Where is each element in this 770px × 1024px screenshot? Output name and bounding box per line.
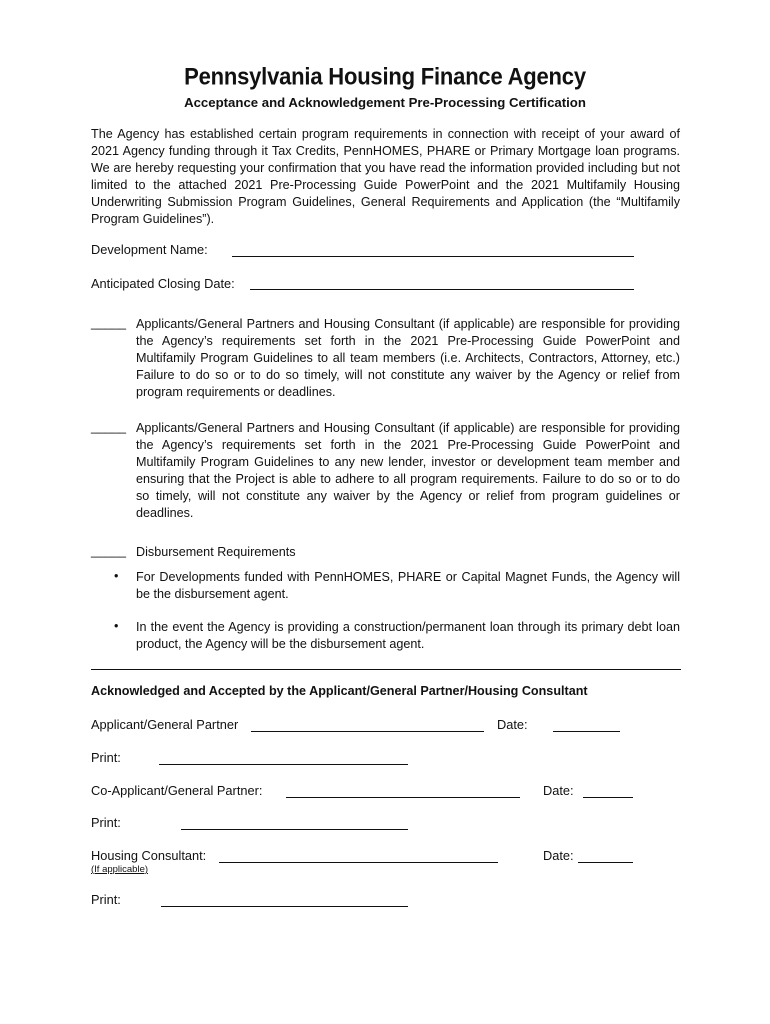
disbursement-heading: Disbursement Requirements [136, 545, 296, 559]
co-applicant-label: Co-Applicant/General Partner: [91, 783, 263, 798]
initial-blank-1[interactable]: _____ [91, 316, 127, 330]
print-name-field-3[interactable] [161, 906, 408, 907]
initial-blank-3[interactable]: _____ [91, 544, 127, 558]
requirement-item-1: Applicants/General Partners and Housing Consultant (if applicable) are responsible for providing the Agency’s requirements set forth in the 2021 Pre-Processing Guide PowerPoint and Multifamily Program Guidelines to all team members (i.e. Architects, Contractors, Attorney, etc.) Failure to do so or to do so timely, will not constitute any waiver by the Agency or relief from program requirements or deadlines. [136, 317, 680, 399]
housing-consultant-signature-field[interactable] [219, 862, 498, 863]
initial-blank-2[interactable]: _____ [91, 420, 127, 434]
applicant-label: Applicant/General Partner [91, 717, 239, 732]
print-label-3: Print: [91, 892, 121, 907]
bullet-item-1: For Developments funded with PennHOMES, PHARE or Capital Magnet Funds, the Agency will be the disbursement agent. [136, 570, 680, 601]
requirement-item-2: Applicants/General Partners and Housing Consultant (if applicable) are responsible for providing the Agency’s requirements set forth in the 2021 Pre-Processing Guide PowerPoint and Multifamily Program Guidelines to any new lender, investor or development team member and ensuring that the Project is able to adhere to all program requirements. Failure to do so or to do so timely, will not constitute any waiver by the Agency or relief from program guidelines or deadlines. [136, 421, 680, 520]
print-name-field-1[interactable] [159, 764, 408, 765]
development-name-label: Development Name: [91, 242, 208, 257]
print-label-2: Print: [91, 815, 121, 830]
co-applicant-date-label: Date: [543, 783, 574, 798]
intro-paragraph: The Agency has established certain program requirements in connection with receipt of your award of 2021 Agency funding through it Tax Credits, PennHOMES, PHARE or Primary Mortgage loan programs. We are hereby requesting your confirmation that you have read the information provided including but not limited to the attached 2021 Pre-Processing Guide PowerPoint and the 2021 Multifamily Housing Underwriting Submission Program Guidelines, General Requirements and Application (the “Multifamily Program Guidelines”). [91, 127, 680, 226]
applicant-signature-field[interactable] [251, 731, 484, 732]
co-applicant-date-field[interactable] [583, 797, 633, 798]
applicant-date-field[interactable] [553, 731, 620, 732]
if-applicable-note: (If applicable) [91, 864, 149, 875]
closing-date-field[interactable] [250, 289, 634, 290]
bullet-marker: • [114, 569, 119, 583]
development-name-field[interactable] [232, 256, 634, 257]
co-applicant-signature-field[interactable] [286, 797, 520, 798]
bullet-item-2: In the event the Agency is providing a construction/permanent loan through its primary debt loan product, the Agency will be the disbursement agent. [136, 620, 680, 651]
document-title: Pennsylvania Housing Finance Agency [184, 62, 586, 91]
acknowledgement-heading: Acknowledged and Accepted by the Applicant/General Partner/Housing Consultant [91, 684, 588, 698]
print-label-1: Print: [91, 750, 121, 765]
applicant-date-label: Date: [497, 717, 528, 732]
print-name-field-2[interactable] [181, 829, 408, 830]
housing-consultant-date-field[interactable] [578, 862, 633, 863]
section-divider [91, 669, 681, 670]
document-subtitle: Acceptance and Acknowledgement Pre-Processing Certification [184, 95, 586, 110]
housing-consultant-label: Housing Consultant: [91, 848, 207, 863]
bullet-marker: • [114, 619, 119, 633]
housing-consultant-date-label: Date: [543, 848, 574, 863]
closing-date-label: Anticipated Closing Date: [91, 276, 235, 291]
